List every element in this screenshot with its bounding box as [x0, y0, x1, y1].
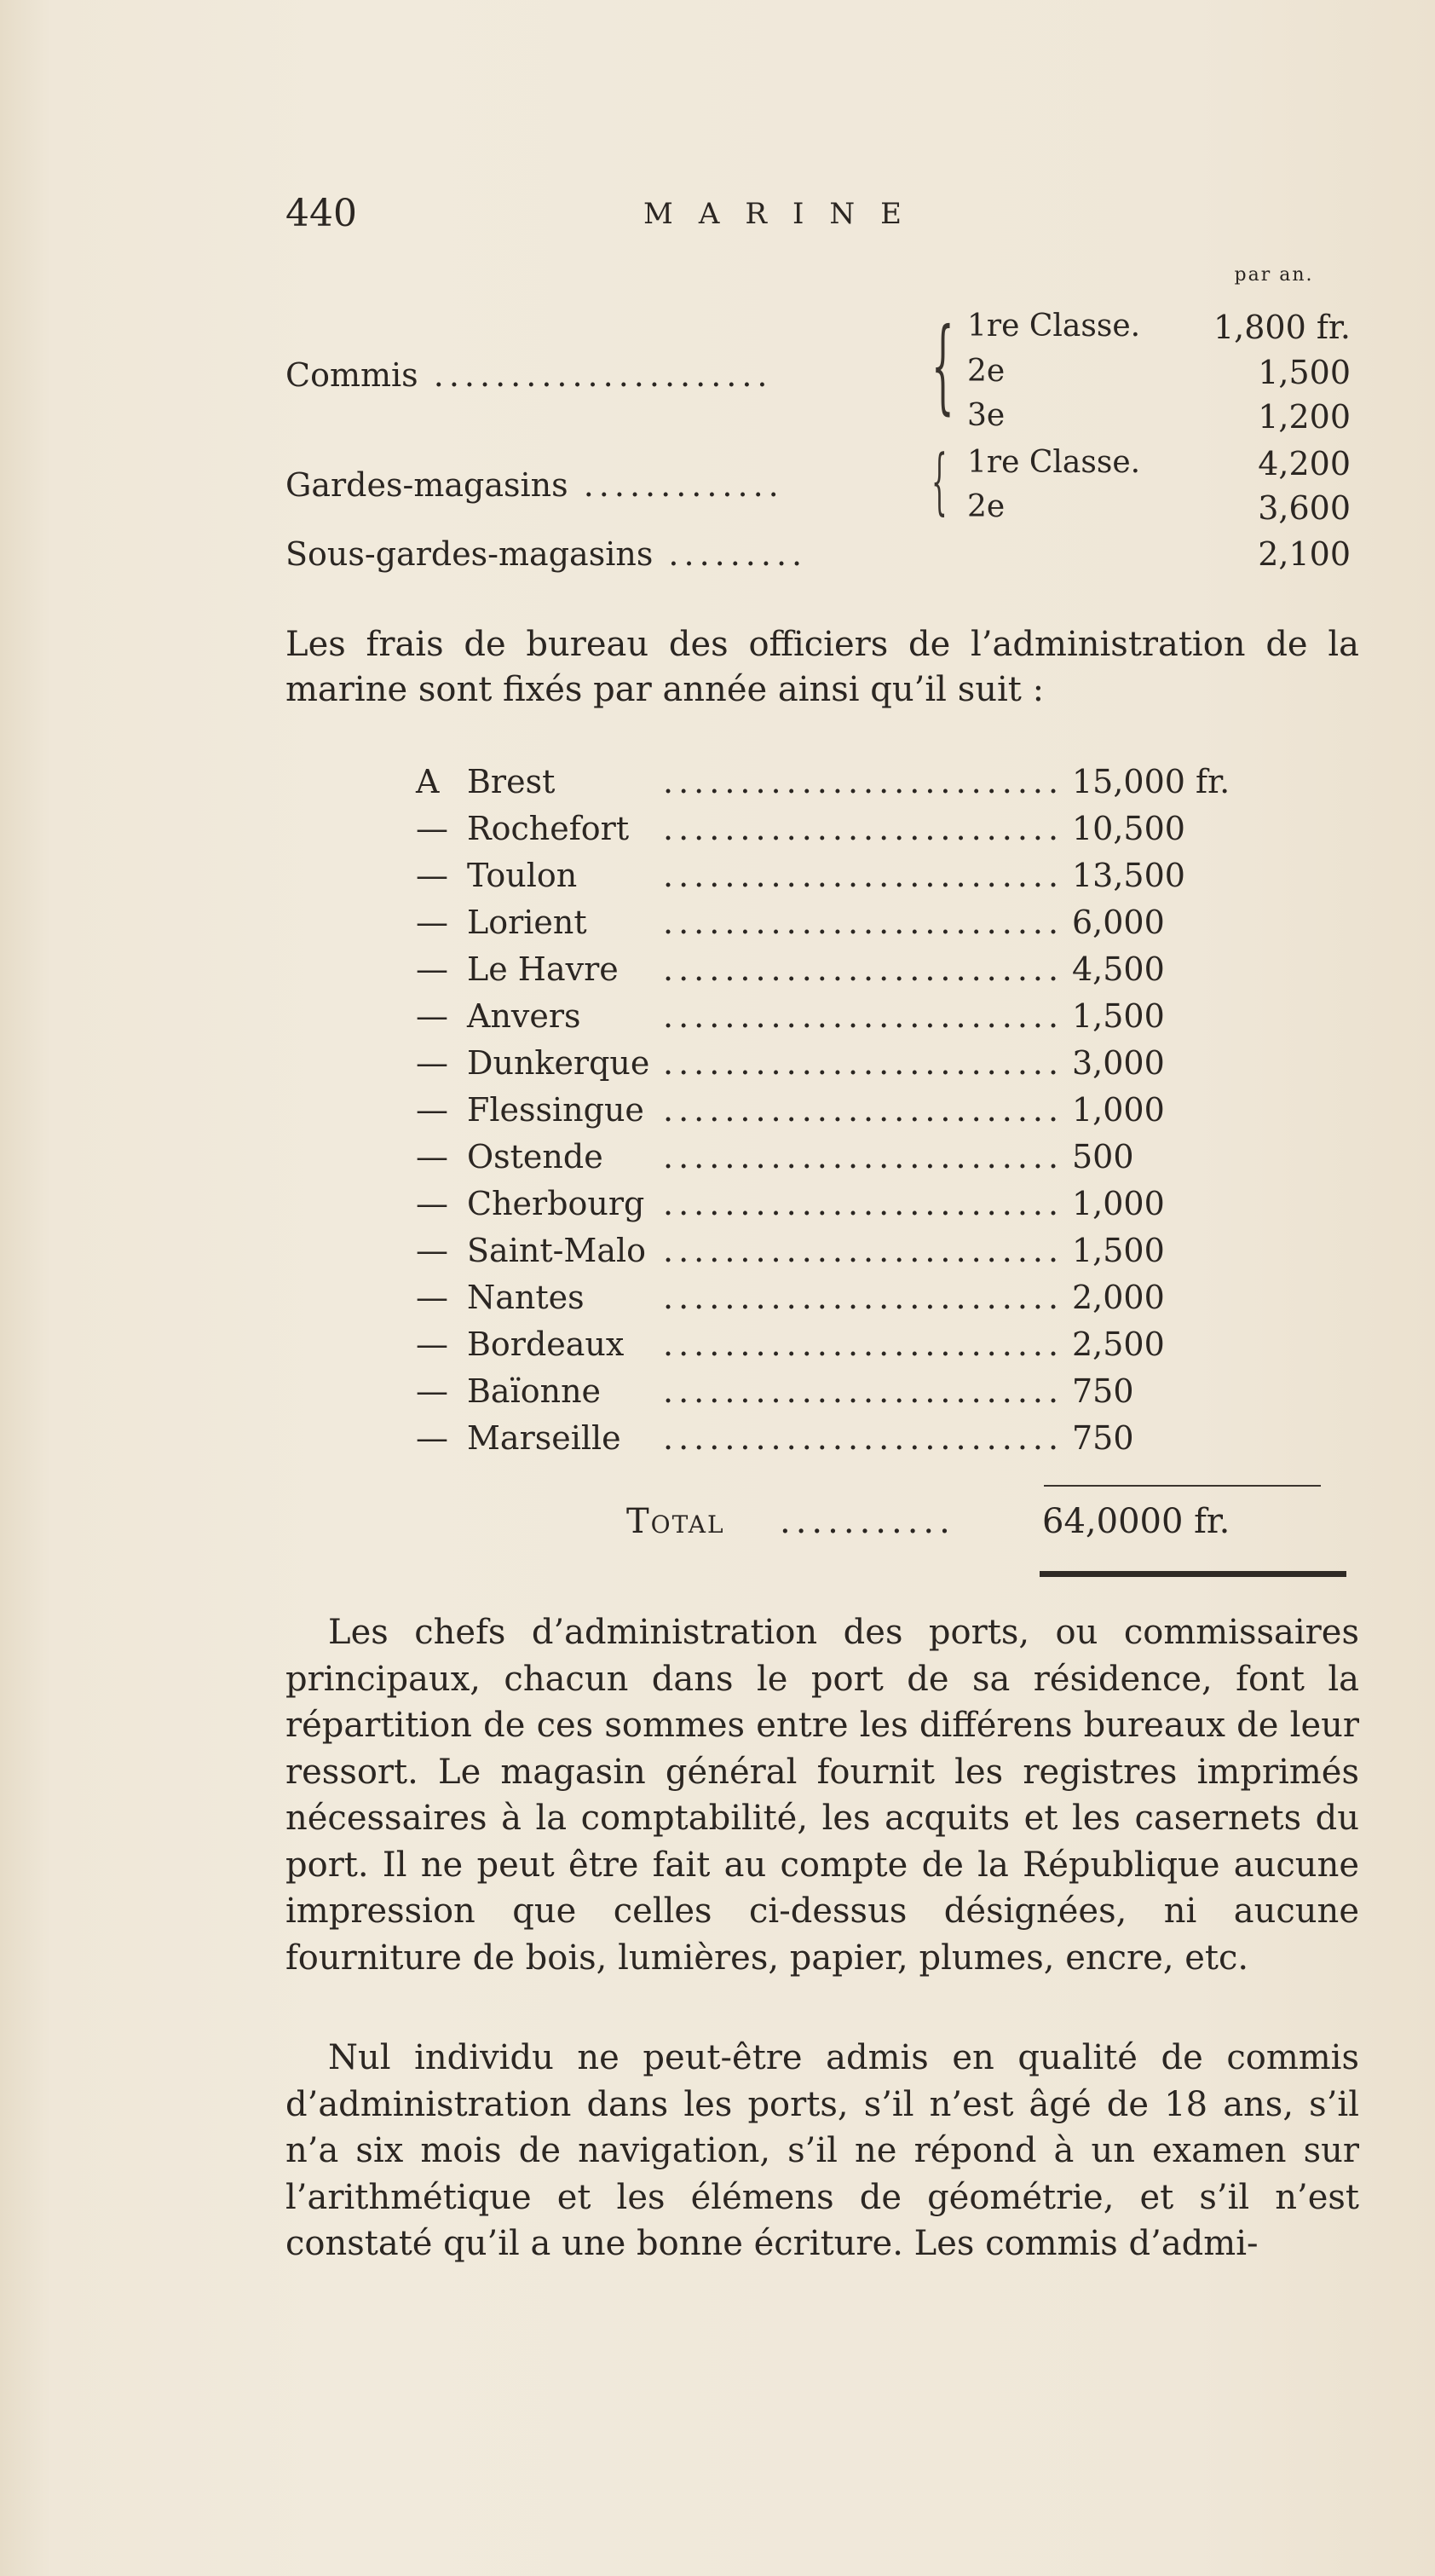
- leader-dots: ..........................: [663, 1326, 1063, 1363]
- leader-dots: ..........................: [663, 1419, 1063, 1457]
- class-label: 1re Classe.: [967, 309, 1141, 344]
- leader-dots: ..........................: [663, 904, 1063, 941]
- dash-marker: —: [416, 1232, 448, 1269]
- leader-dots: .............: [568, 466, 784, 504]
- page-number: 440: [285, 192, 357, 235]
- port-amount: 1,000: [1072, 1091, 1165, 1129]
- port-amount: 750: [1072, 1372, 1134, 1410]
- total-label: Total: [626, 1502, 725, 1541]
- role-commis: [285, 356, 773, 394]
- port-row: [416, 1138, 1319, 1181]
- dash-marker: —: [416, 904, 448, 941]
- port-amount: 6,000: [1072, 904, 1165, 941]
- dash-marker: —: [416, 1185, 448, 1222]
- port-row: [416, 1232, 1319, 1274]
- dash-marker: —: [416, 1419, 448, 1457]
- leader-dots: .........: [653, 535, 808, 573]
- dash-marker: —: [416, 810, 448, 847]
- port-name: Flessingue: [467, 1091, 644, 1129]
- port-name: Rochefort: [467, 810, 630, 847]
- salary-amount: 1,500: [1258, 354, 1351, 391]
- dash-marker: A: [416, 763, 440, 800]
- role-sous-gardes-magasins: [285, 535, 807, 573]
- port-name: Saint-Malo: [467, 1232, 647, 1269]
- port-amount: 13,500: [1072, 857, 1185, 894]
- salary-amount: 2,100: [1258, 535, 1351, 573]
- port-name: Brest: [467, 763, 556, 800]
- total-rule: [1044, 1485, 1321, 1487]
- port-name: Lorient: [467, 904, 587, 941]
- leader-dots: ..........................: [663, 810, 1063, 847]
- port-row: [416, 1326, 1319, 1368]
- salary-amount: 1,800 fr.: [1213, 309, 1351, 346]
- port-name: Bordeaux: [467, 1326, 625, 1363]
- port-name: Anvers: [467, 997, 581, 1035]
- class-label: 1re Classe.: [967, 445, 1141, 480]
- leader-dots: ..........................: [663, 1372, 1063, 1410]
- class-label: 2e: [967, 354, 1006, 389]
- leader-dots: ..........................: [663, 997, 1063, 1035]
- role-label: Commis: [285, 356, 418, 394]
- port-name: Le Havre: [467, 950, 619, 988]
- dash-marker: —: [416, 1091, 448, 1129]
- leader-dots: ......................: [418, 356, 773, 394]
- port-row: [416, 950, 1319, 993]
- intro-paragraph: Les frais de bureau des officiers de l’administration de la marine sont fixés par année ainsi qu’il suit :: [285, 625, 1359, 709]
- port-row: [416, 904, 1319, 946]
- body-paragraph: Les chefs d’administration des ports, ou commissaires principaux, chacun dans le port de sa résidence, font la répartition de ces sommes entre les différens bureaux de leur ressort. Le magasin général fournit les registres imprimés nécessaires à la comptabilité, les acquits et les casernets du port. Il ne peut être fait au compte de la République aucune impression que celles ci-dessus désignées, ni aucune fourniture de bois, lumières, papier, plumes, encre, etc.: [285, 1613, 1359, 1978]
- role-gardes-magasins: [285, 466, 784, 504]
- port-amount: 500: [1072, 1138, 1134, 1175]
- port-row: [416, 997, 1319, 1040]
- port-amount: 15,000 fr.: [1072, 763, 1230, 800]
- running-title: MARINE: [643, 197, 927, 231]
- port-amount: 4,500: [1072, 950, 1165, 988]
- role-label: Sous-gardes-magasins: [285, 535, 654, 573]
- leader-dots: ..........................: [663, 1185, 1063, 1222]
- dash-marker: —: [416, 950, 448, 988]
- dash-marker: —: [416, 1326, 448, 1363]
- leader-dots: ..........................: [663, 1232, 1063, 1269]
- leader-dots: ..........................: [663, 1091, 1063, 1129]
- brace-commis: {: [931, 307, 954, 425]
- port-row: [416, 1372, 1319, 1415]
- salary-amount: 3,600: [1258, 489, 1351, 527]
- dash-marker: —: [416, 857, 448, 894]
- role-label: Gardes-magasins: [285, 466, 568, 504]
- port-amount: 1,000: [1072, 1185, 1165, 1222]
- leader-dots: ..........................: [663, 763, 1063, 800]
- unit-note: par an.: [1234, 264, 1314, 286]
- port-row: [416, 1279, 1319, 1321]
- dash-marker: —: [416, 1372, 448, 1410]
- leader-dots: ...........: [780, 1502, 955, 1541]
- staff-salary-table: [285, 264, 1359, 588]
- port-name: Baïonne: [467, 1372, 602, 1410]
- dash-marker: —: [416, 997, 448, 1035]
- dash-marker: —: [416, 1044, 448, 1082]
- port-amount: 2,000: [1072, 1279, 1165, 1316]
- port-name: Cherbourg: [467, 1185, 645, 1222]
- leader-dots: ..........................: [663, 1138, 1063, 1175]
- closing-rule: [1040, 1571, 1346, 1577]
- port-amount: 750: [1072, 1419, 1134, 1457]
- port-amount: 3,000: [1072, 1044, 1165, 1082]
- total-amount: 64,0000 fr.: [1042, 1502, 1230, 1541]
- class-label: 3e: [967, 398, 1006, 433]
- brace-gardes: {: [931, 439, 948, 523]
- port-row: [416, 857, 1319, 899]
- port-name: Marseille: [467, 1419, 621, 1457]
- port-row: [416, 763, 1319, 806]
- port-row: [416, 810, 1319, 852]
- port-amount: 1,500: [1072, 1232, 1165, 1269]
- port-row: [416, 1091, 1319, 1134]
- port-amount: 2,500: [1072, 1326, 1165, 1363]
- body-paragraph: Nul individu ne peut-être admis en qualité de commis d’administration dans les ports, s’il n’est âgé de 18 ans, s’il n’a six mois de navigation, s’il ne répond à un examen sur l’arithmétique et les élémens de géométrie, et s’il n’est constaté qu’il a une bonne écriture. Les commis d’admi-: [285, 2038, 1359, 2263]
- leader-dots: ..........................: [663, 950, 1063, 988]
- port-row: [416, 1044, 1319, 1087]
- port-row: [416, 1419, 1319, 1462]
- port-name: Dunkerque: [467, 1044, 650, 1082]
- page-header: [285, 192, 1351, 243]
- port-name: Ostende: [467, 1138, 603, 1175]
- salary-amount: 4,200: [1258, 445, 1351, 482]
- salary-amount: 1,200: [1258, 398, 1351, 436]
- port-amount: 10,500: [1072, 810, 1185, 847]
- dash-marker: —: [416, 1138, 448, 1175]
- port-amount: 1,500: [1072, 997, 1165, 1035]
- leader-dots: ..........................: [663, 1044, 1063, 1082]
- port-name: Toulon: [467, 857, 578, 894]
- leader-dots: ..........................: [663, 857, 1063, 894]
- class-label: 2e: [967, 489, 1006, 524]
- port-name: Nantes: [467, 1279, 585, 1316]
- port-row: [416, 1185, 1319, 1227]
- leader-dots: ..........................: [663, 1279, 1063, 1316]
- dash-marker: —: [416, 1279, 448, 1316]
